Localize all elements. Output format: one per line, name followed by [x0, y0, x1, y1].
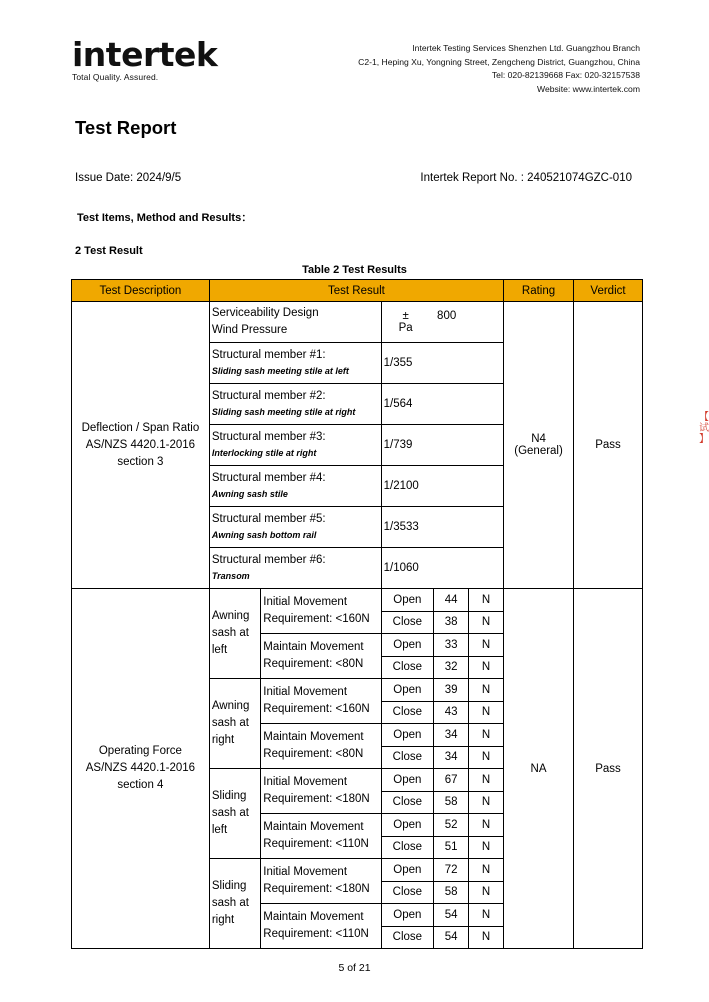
desc-line: AS/NZS 4420.1-2016 — [85, 762, 196, 774]
direction: Close — [381, 881, 433, 904]
sash-label: Awning sash at right — [209, 679, 260, 769]
rating-line: N4 — [531, 433, 546, 445]
direction: Open — [381, 634, 433, 657]
report-number: Intertek Report No. : 240521074GZC-010 — [420, 172, 632, 184]
address-line: C2-1, Heping Xu, Yongning Street, Zengcheng District, Guangzhou, China — [358, 56, 640, 67]
force-value: 51 — [434, 836, 469, 859]
force-value: 34 — [434, 724, 469, 747]
company-address — [358, 42, 640, 96]
page-title: Test Report — [75, 117, 177, 138]
member-ratio: 1/564 — [381, 384, 503, 425]
address-line: Website: www.intertek.com — [537, 83, 640, 94]
member-label: Structural member #4: — [211, 472, 326, 484]
header-rating: Rating — [504, 280, 574, 302]
items-heading: Test Items, Method and Results： — [77, 212, 253, 224]
direction: Close — [381, 656, 433, 679]
force-value: 44 — [434, 589, 469, 612]
direction: Open — [381, 904, 433, 927]
member-label: Structural member #2: — [211, 390, 326, 402]
logo-tagline: Total Quality. Assured. — [72, 72, 159, 82]
member-ratio: 1/739 — [381, 425, 503, 466]
address-line: Tel: 020-82139668 Fax: 020-32157538 — [491, 70, 640, 80]
member-ratio: 1/1060 — [381, 548, 503, 589]
force-unit: N — [469, 746, 504, 769]
sash-label: Sliding sash at left — [209, 769, 260, 859]
direction: Open — [381, 679, 433, 702]
force-value: 54 — [434, 926, 469, 949]
rating-line: (General) — [514, 445, 563, 457]
direction: Close — [381, 836, 433, 859]
force-value: 33 — [434, 634, 469, 657]
member-ratio: 1/2100 — [381, 466, 503, 507]
table-header-row — [72, 280, 643, 302]
header-test-description: Test Description — [72, 280, 210, 302]
wind-pressure-value — [381, 302, 503, 343]
deflection-verdict: Pass — [574, 302, 643, 589]
maintain-movement: Maintain Movement Requirement: <80N — [261, 724, 381, 769]
sash-label: Sliding sash at right — [209, 859, 260, 949]
maintain-movement: Maintain Movement Requirement: <110N — [261, 814, 381, 859]
force-unit: N — [469, 634, 504, 657]
force-value: 34 — [434, 746, 469, 769]
member-detail: Awning sash bottom rail — [211, 530, 317, 540]
deflection-description — [72, 302, 210, 589]
plus-minus-sign: ± — [402, 310, 409, 322]
table-caption: Table 2 Test Results — [302, 264, 407, 276]
section-heading: 2 Test Result — [75, 245, 143, 257]
direction: Close — [381, 926, 433, 949]
force-unit: N — [469, 859, 504, 882]
force-value: 58 — [434, 791, 469, 814]
member-cell — [209, 548, 381, 589]
address-line: Intertek Testing Services Shenzhen Ltd. Guangzhou Branch — [412, 43, 640, 53]
label-line: Wind Pressure — [211, 324, 288, 336]
label-line: Serviceability Design — [211, 307, 319, 319]
force-unit: N — [469, 904, 504, 927]
force-unit: N — [469, 701, 504, 724]
wind-pressure-label — [209, 302, 381, 343]
force-unit: N — [469, 881, 504, 904]
direction: Close — [381, 701, 433, 724]
initial-movement: Initial Movement Requirement: <160N — [261, 589, 381, 634]
initial-movement: Initial Movement Requirement: <180N — [261, 859, 381, 904]
maintain-movement: Maintain Movement Requirement: <110N — [261, 904, 381, 949]
header-verdict: Verdict — [574, 280, 643, 302]
wind-value: 800 — [437, 310, 457, 322]
force-value: 32 — [434, 656, 469, 679]
force-unit: N — [469, 926, 504, 949]
issue-date: Issue Date: 2024/9/5 — [75, 172, 182, 184]
member-detail: Awning sash stile — [211, 489, 288, 499]
member-cell — [209, 507, 381, 548]
operating-verdict: Pass — [574, 589, 643, 949]
page-number: 5 of 21 — [338, 962, 371, 974]
direction: Open — [381, 589, 433, 612]
table-row — [72, 302, 643, 343]
force-value: 72 — [434, 859, 469, 882]
desc-line: AS/NZS 4420.1-2016 — [85, 438, 196, 451]
member-cell — [209, 425, 381, 466]
member-cell — [209, 343, 381, 384]
deflection-rating — [504, 302, 574, 589]
member-label: Structural member #1: — [211, 349, 326, 361]
direction: Open — [381, 769, 433, 792]
wind-unit: Pa — [398, 322, 413, 334]
member-detail: Sliding sash meeting stile at left — [211, 366, 349, 376]
force-value: 54 — [434, 904, 469, 927]
member-label: Structural member #3: — [211, 431, 326, 443]
member-detail: Sliding sash meeting stile at right — [211, 407, 356, 417]
direction: Close — [381, 611, 433, 634]
results-table — [71, 279, 643, 949]
force-unit: N — [469, 769, 504, 792]
force-unit: N — [469, 589, 504, 612]
desc-line: section 3 — [117, 455, 164, 468]
desc-line: Deflection / Span Ratio — [81, 421, 200, 434]
force-value: 58 — [434, 881, 469, 904]
direction: Close — [381, 791, 433, 814]
intertek-logo — [72, 35, 218, 82]
force-unit: N — [469, 679, 504, 702]
desc-line: Operating Force — [98, 745, 182, 757]
member-ratio: 1/3533 — [381, 507, 503, 548]
force-value: 67 — [434, 769, 469, 792]
maintain-movement: Maintain Movement Requirement: <80N — [261, 634, 381, 679]
force-value: 43 — [434, 701, 469, 724]
force-unit: N — [469, 814, 504, 837]
seal-stamp: 【 试 】 — [699, 412, 709, 445]
member-label: Structural member #5: — [211, 513, 326, 525]
operating-description — [72, 589, 210, 949]
desc-line: section 4 — [117, 779, 164, 791]
initial-movement: Initial Movement Requirement: <160N — [261, 679, 381, 724]
member-detail: Interlocking stile at right — [211, 448, 317, 458]
member-label: Structural member #6: — [211, 554, 326, 566]
direction: Open — [381, 859, 433, 882]
direction: Open — [381, 724, 433, 747]
force-unit: N — [469, 836, 504, 859]
table-row — [72, 589, 643, 612]
header-test-result: Test Result — [209, 280, 503, 302]
sash-label: Awning sash at left — [209, 589, 260, 679]
member-detail: Transom — [211, 571, 250, 581]
force-value: 52 — [434, 814, 469, 837]
initial-movement: Initial Movement Requirement: <180N — [261, 769, 381, 814]
member-cell — [209, 466, 381, 507]
member-ratio: 1/355 — [381, 343, 503, 384]
logo-wordmark: intertek — [72, 35, 218, 74]
direction: Open — [381, 814, 433, 837]
force-value: 39 — [434, 679, 469, 702]
direction: Close — [381, 746, 433, 769]
force-unit: N — [469, 791, 504, 814]
force-unit: N — [469, 656, 504, 679]
operating-rating: NA — [504, 589, 574, 949]
member-cell — [209, 384, 381, 425]
force-unit: N — [469, 611, 504, 634]
force-value: 38 — [434, 611, 469, 634]
force-unit: N — [469, 724, 504, 747]
